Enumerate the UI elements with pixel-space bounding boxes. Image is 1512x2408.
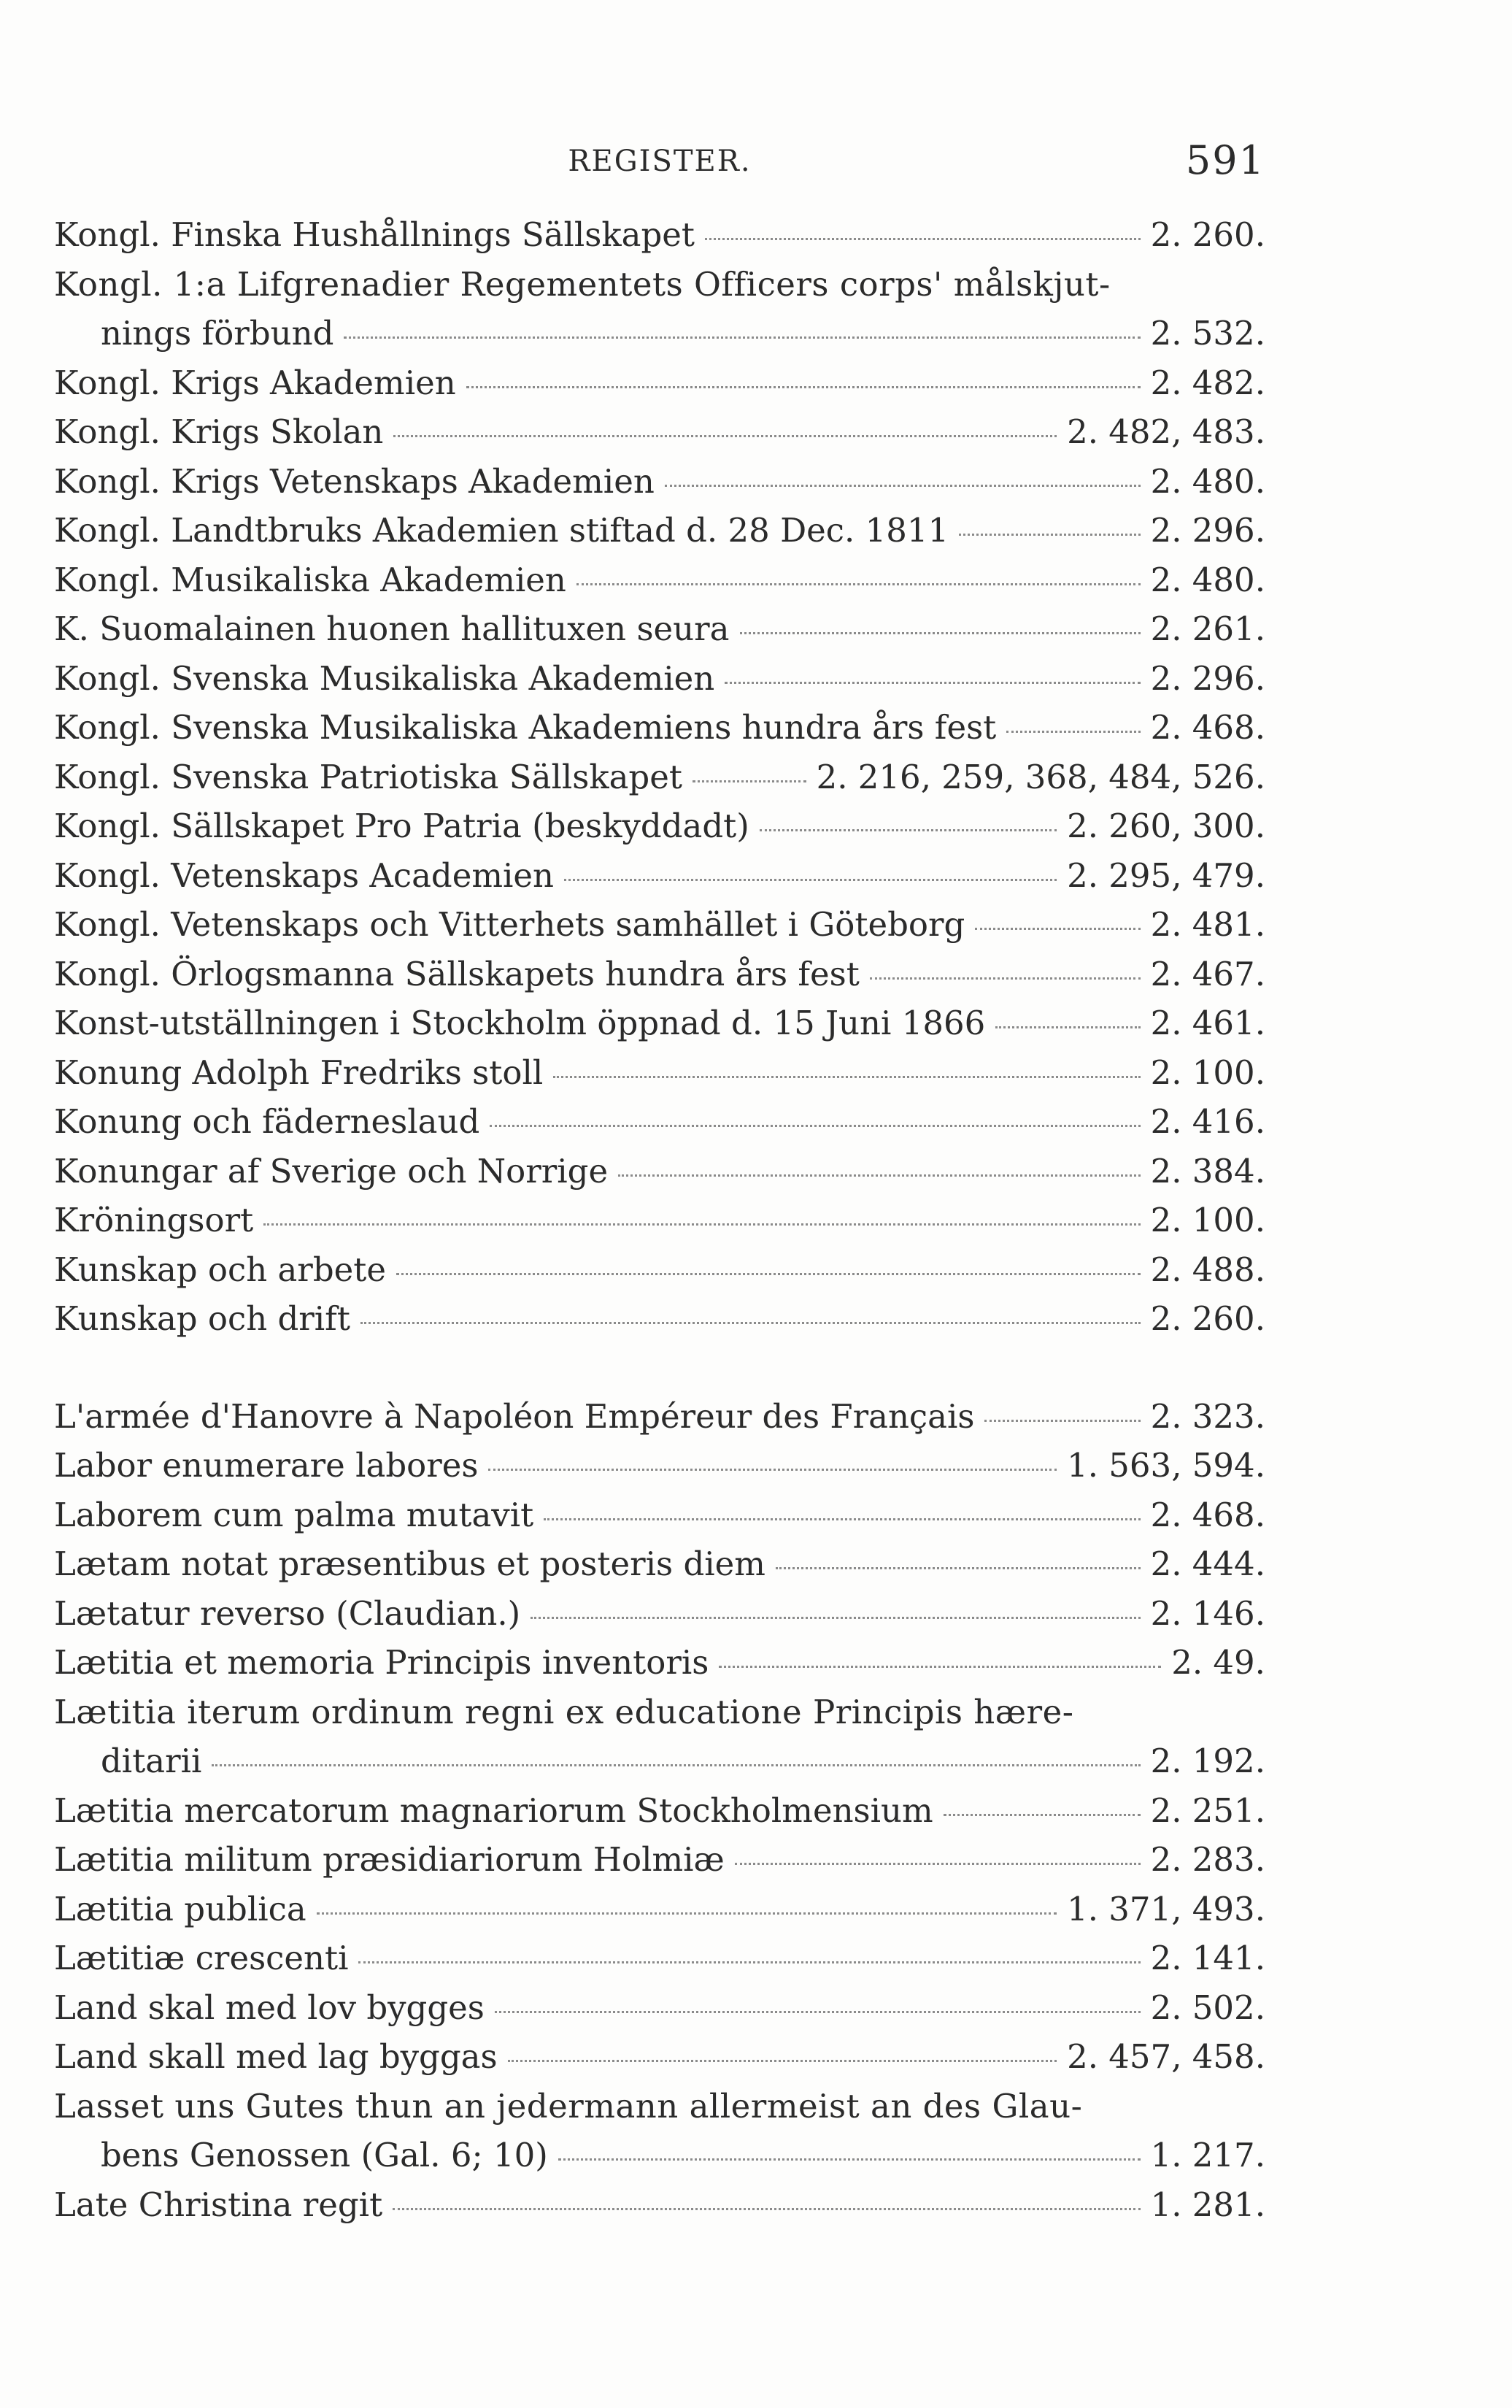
entry-title: Lætitiæ crescenti [54,1939,349,1977]
entry-reference: 2. 49. [1171,1643,1265,1682]
index-entry [54,604,1265,654]
entry-reference: 2. 468. [1150,1495,1265,1534]
entry-title: Kongl. Svenska Musikaliska Akademiens hundra års fest [54,708,997,747]
dot-leader [984,1420,1140,1422]
index-entry [54,555,1265,605]
index-entry [54,999,1265,1048]
index-entry [54,1441,1265,1490]
dot-leader [212,1764,1140,1766]
index-entry [54,801,1265,851]
index-entry [54,851,1265,901]
entry-reference: 2. 480. [1150,560,1265,599]
dot-leader [705,238,1141,240]
dot-leader [995,1026,1140,1028]
dot-leader [870,977,1141,980]
dot-leader [975,928,1140,930]
entry-reference: 2. 444. [1150,1545,1265,1583]
entry-title: Konungar af Sverige och Norrige [54,1151,609,1190]
entry-reference: 2. 480. [1150,461,1265,501]
index-entry [54,260,1265,309]
entry-title: Labor enumerare labores [54,1446,479,1485]
entry-title: Laborem cum palma mutavit [54,1495,534,1534]
dot-leader [693,780,806,782]
dot-leader [735,1863,1141,1865]
index-entry [54,950,1265,999]
index-entry [54,2032,1265,2082]
dot-leader [564,879,1057,881]
index-entry [54,753,1265,802]
index-entry [54,900,1265,950]
index-entry [54,407,1265,457]
index-entry [54,1048,1265,1098]
entry-title: Kongl. 1:a Lifgrenadier Regementets Officers corps' målskjut- [54,264,1111,304]
index-entry [54,654,1265,704]
dot-leader [558,2158,1141,2161]
entry-title: Kongl. Svenska Musikaliska Akademien [54,658,715,698]
entry-title: Kunskap och arbete [54,1250,386,1289]
entry-title: Lætatur reverso (Claudian.) [54,1593,521,1633]
entry-reference: 2. 295, 479. [1067,855,1265,895]
dot-leader [740,632,1141,634]
entry-title: K. Suomalainen huonen hallituxen seura [54,609,730,648]
dot-leader [944,1814,1141,1816]
entry-title: Kröningsort [54,1201,254,1239]
index-entry-continuation [54,1736,1265,1786]
entry-reference: 2. 457, 458. [1067,2037,1265,2076]
entry-reference: 2. 461. [1150,1004,1265,1042]
index-entry [54,1688,1265,1737]
index-entry [54,1638,1265,1688]
dot-leader [490,1125,1140,1127]
dot-leader [959,534,1140,536]
entry-reference: 2. 260. [1150,1299,1265,1338]
index-entry [54,1934,1265,1983]
entry-title: Lætitia iterum ordinum regni ex educatione Principis hære- [54,1692,1074,1731]
entry-reference: 2. 296. [1150,658,1265,698]
index-entry [54,457,1265,507]
entry-title: Kunskap och drift [54,1299,350,1338]
index-entry [54,358,1265,408]
dot-leader [531,1617,1140,1619]
entry-reference: 2. 141. [1150,1939,1265,1977]
entry-reference: 2. 216, 259, 368, 484, 526. [816,757,1265,796]
dot-leader [544,1518,1140,1520]
index-entry [54,1983,1265,2033]
entry-reference: 2. 467. [1150,954,1265,993]
index-entry [54,1885,1265,1934]
index-entry [54,1786,1265,1836]
entry-title: Kongl. Svenska Patriotiska Sällskapet [54,757,682,796]
dot-leader [719,1666,1161,1668]
index-entry [54,2180,1265,2230]
entry-title: Konung och fäderneslaud [54,1102,480,1141]
entry-reference: 2. 260, 300. [1067,807,1265,845]
dot-leader [393,435,1057,437]
index-entry [54,1589,1265,1639]
index-entry [54,1097,1265,1147]
entry-reference: 1. 281. [1150,2185,1265,2224]
index-entry [54,2082,1265,2131]
dot-leader [263,1223,1140,1226]
entry-reference: 2. 251. [1150,1790,1265,1830]
entry-reference: 2. 100. [1150,1201,1265,1239]
entry-title: nings förbund [101,314,334,353]
running-head: REGISTER. [568,145,752,178]
entry-title: bens Genossen (Gal. 6; 10) [101,2136,548,2174]
entry-reference: 2. 468. [1150,708,1265,747]
index-entry [54,1490,1265,1540]
entry-title: Kongl. Vetenskaps Academien [54,855,555,895]
index-entry [54,1392,1265,1442]
entry-title: Kongl. Krigs Skolan [54,412,384,451]
entry-title: Lasset uns Gutes thun an jedermann allermeist an des Glau- [54,2086,1083,2126]
index-entry [54,1539,1265,1589]
index-entry [54,1245,1265,1295]
entry-title: Kongl. Sällskapet Pro Patria (beskyddadt) [54,807,749,845]
entry-title: Kongl. Örlogsmanna Sällskapets hundra års fest [54,954,860,993]
entry-title: Kongl. Landtbruks Akademien stiftad d. 28 Dec. 1811 [54,511,949,550]
entry-title: Late Christina regit [54,2185,383,2224]
entry-reference: 2. 482, 483. [1067,412,1265,451]
entry-reference: 2. 296. [1150,511,1265,550]
entry-reference: 2. 146. [1150,1593,1265,1633]
dot-leader [665,485,1141,487]
dot-leader [495,2011,1141,2013]
dot-leader [1006,731,1140,733]
entry-title: Land skal med lov bygges [54,1988,485,2027]
entry-reference: 2. 384. [1150,1151,1265,1190]
entry-reference: 2. 192. [1150,1742,1265,1780]
entry-reference: 2. 416. [1150,1102,1265,1141]
entry-title: Kongl. Musikaliska Akademien [54,560,566,599]
entry-title: Lætitia mercatorum magnariorum Stockholmensium [54,1790,933,1830]
entry-reference: 1. 563, 594. [1067,1446,1265,1485]
dot-leader [466,386,1141,388]
entry-title: L'armée d'Hanovre à Napoléon Empéreur des Français [54,1396,975,1436]
dot-leader [553,1076,1140,1078]
index-entry [54,506,1265,555]
entry-title: Lætam notat præsentibus et posteris diem [54,1545,765,1583]
dot-leader [396,1273,1141,1275]
entry-reference: 1. 371, 493. [1067,1889,1265,1928]
index-entry [54,1835,1265,1885]
entry-reference: 2. 283. [1150,1840,1265,1879]
entry-reference: 2. 100. [1150,1053,1265,1092]
index-entry [54,703,1265,753]
dot-leader [618,1174,1140,1177]
dot-leader [360,1322,1141,1324]
dot-leader [576,583,1141,585]
dot-leader [508,2060,1057,2062]
index-entry-continuation [54,2131,1265,2180]
index-entry [54,1196,1265,1245]
index-entry [54,1294,1265,1344]
dot-leader [344,336,1140,339]
entry-reference: 1. 217. [1150,2136,1265,2174]
entry-title: Lætitia militum præsidiariorum Holmiæ [54,1840,725,1879]
entry-reference: 2. 482. [1150,363,1265,402]
dot-leader [358,1961,1140,1963]
entry-title: Konung Adolph Fredriks stoll [54,1053,544,1092]
entry-reference: 2. 532. [1150,314,1265,353]
entry-title: Kongl. Finska Hushållnings Sällskapet [54,215,695,254]
dot-leader [488,1469,1057,1471]
page-header [54,137,1265,188]
dot-leader [317,1912,1057,1915]
entry-title: Lætitia publica [54,1889,306,1928]
index-entry-continuation [54,309,1265,358]
entry-title: ditarii [101,1742,202,1780]
entry-title: Kongl. Vetenskaps och Vitterhets samhället i Göteborg [54,905,965,944]
entry-reference: 2. 261. [1150,609,1265,648]
entry-title: Konst-utställningen i Stockholm öppnad d. 15 Juni 1866 [54,1004,986,1042]
entry-reference: 2. 488. [1150,1250,1265,1289]
dot-leader [776,1567,1141,1569]
dot-leader [760,829,1057,831]
dot-leader [393,2208,1140,2210]
entry-reference: 2. 260. [1150,215,1265,254]
entry-reference: 2. 502. [1150,1988,1265,2027]
page-number: 591 [1185,137,1265,183]
entry-title: Kongl. Krigs Akademien [54,363,456,402]
index-entry [54,210,1265,260]
entry-title: Land skall med lag byggas [54,2037,498,2076]
entry-title: Lætitia et memoria Principis inventoris [54,1643,709,1682]
entry-reference: 2. 481. [1150,905,1265,944]
entry-title: Kongl. Krigs Vetenskaps Akademien [54,461,655,501]
index-entry [54,1147,1265,1196]
index-list [54,210,1265,2229]
dot-leader [725,682,1140,684]
entry-reference: 2. 323. [1150,1396,1265,1436]
